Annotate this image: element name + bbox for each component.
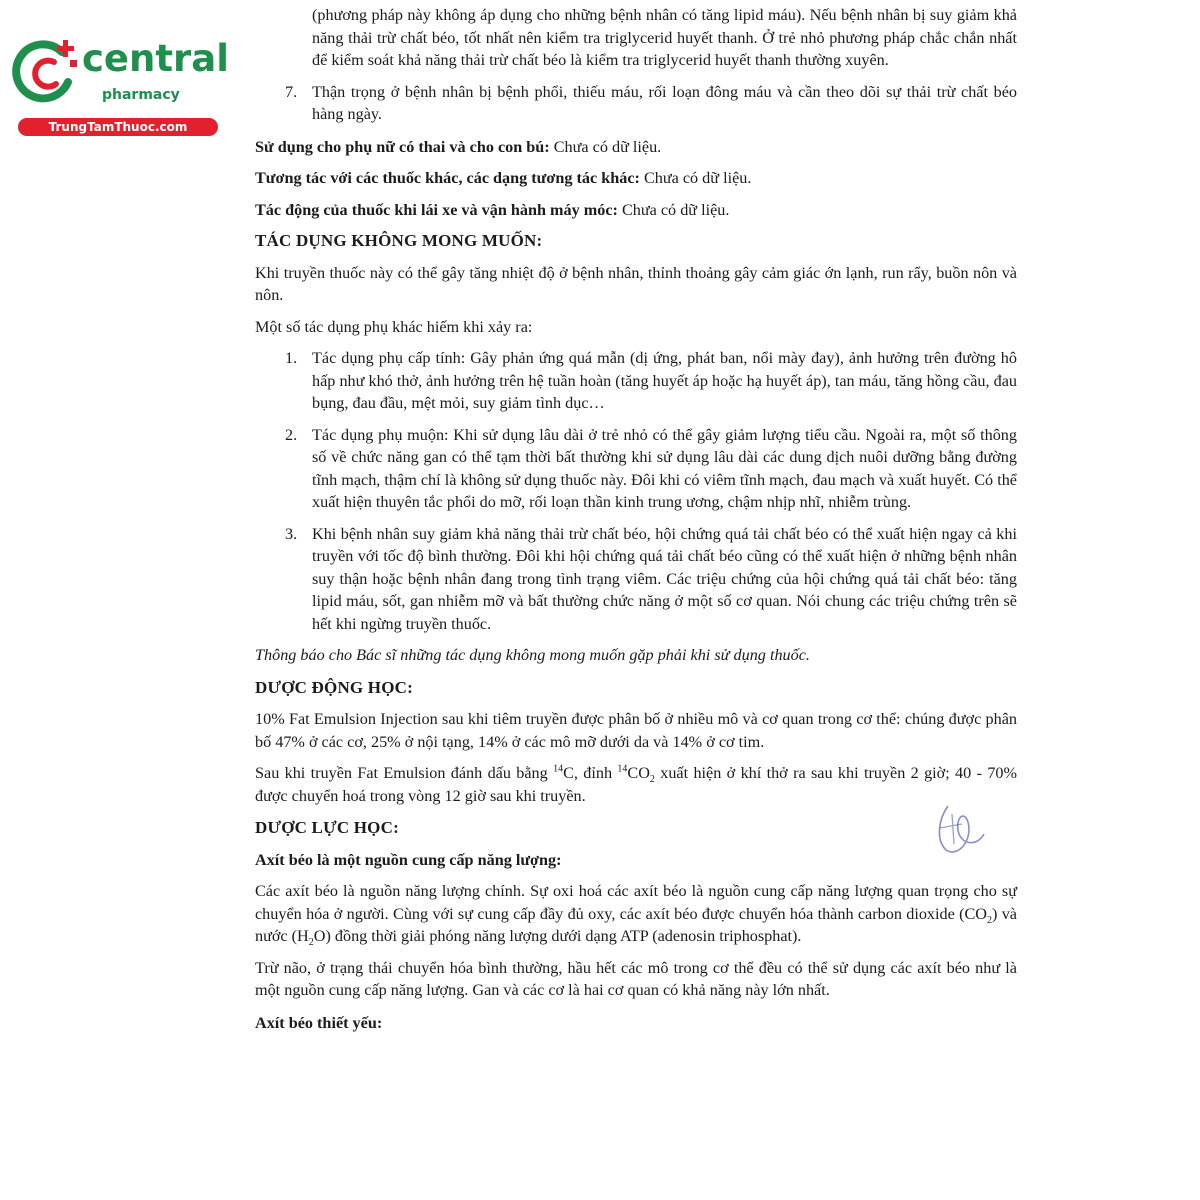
list-item-7 (255, 81, 1017, 126)
pregnancy-section (255, 136, 1017, 159)
logo-name: central (82, 37, 229, 80)
list-text: Tác dụng phụ muộn: Khi sử dụng lâu dài ở trẻ nhỏ có thể gây giảm lượng tiểu cầu. Ngoài ra, một số thông số về chức năng gan có thể tạm thời bất thường khi sử dụng lâu dài các dung dịch nuôi dưỡng bằng đường tĩnh mạch, thậm chí là không sử dụng thuốc này. Đôi khi có viêm tĩnh mạch, đau mạch và xuất huyết. Có thể xuất hiện thuyên tắc phổi do mỡ, rối loạn thần kinh trung ương, chậm nhịp nhĩ, nhiễm trùng. (312, 425, 1017, 511)
list-text: Thận trọng ở bệnh nhân bị bệnh phổi, thiếu máu, rối loạn đông máu và cần theo dõi sự thải trừ chất béo hàng ngày. (312, 82, 1017, 123)
adverse-heading: TÁC DỤNG KHÔNG MONG MUỐN: (255, 231, 543, 250)
continued-paragraph: (phương pháp này không áp dụng cho những bệnh nhân có tăng lipid máu). Nếu bệnh nhân bị suy giảm khả năng thải trừ chất béo, tốt nhất nên kiểm tra triglycerid huyết thanh. Ở trẻ nhỏ phương pháp chắc chắn nhất để kiểm soát khả năng thải trừ chất béo là kiểm tra triglycerid huyết thanh thường xuyên. (312, 6, 1017, 69)
list-item-2 (255, 424, 1017, 514)
pregnancy-text: Chưa có dữ liệu. (549, 137, 662, 156)
interactions-section (255, 167, 1017, 190)
list-number: 7. (285, 82, 298, 101)
text-run: ) và nước (H (255, 904, 1017, 945)
list-number: 3. (285, 524, 298, 543)
pharmacy-logo-icon (10, 38, 80, 108)
logo-subtitle: pharmacy (102, 87, 180, 103)
subscript: 2 (308, 937, 314, 949)
interactions-text: Chưa có dữ liệu. (639, 169, 752, 187)
pharmacodynamics-subheading-1: Axít béo là một nguồn cung cấp năng lượng: (255, 850, 562, 869)
pharmacodynamics-paragraph-2: Trừ não, ở trạng thái chuyển hóa bình thường, hầu hết các mô trong cơ thể đều có thể sử dụng các axít béo như là một nguồn cung cấp năng lượng. Gan và các cơ là hai cơ quan có khả năng này lớn nhất. (255, 958, 1017, 999)
pharmacodynamics-subheading-2: Axít béo thiết yếu: (255, 1013, 383, 1032)
list-item-1 (255, 347, 1017, 415)
text-run: Sau khi truyền Fat Emulsion đánh dấu bằng (255, 764, 554, 782)
pharmacodynamics-heading: DƯỢC LỰC HỌC: (255, 818, 399, 837)
superscript: 14 (553, 763, 564, 775)
subscript: 2 (987, 914, 992, 926)
driving-label: Tác động của thuốc khi lái xe và vận hành máy móc: (255, 200, 618, 219)
pharmacokinetics-heading: DƯỢC ĐỘNG HỌC: (255, 677, 413, 697)
text-run: xuất hiện ở khí thở ra sau khi truyền 2 giờ; 40 - 70% được chuyển hoá trong vòng 12 giờ sau khi truyền. (255, 764, 1017, 805)
list-item-3 (255, 523, 1017, 636)
text-run: CO (627, 764, 650, 782)
subscript: 2 (649, 774, 655, 786)
list-number: 2. (285, 425, 298, 444)
list-text: Khi bệnh nhân suy giảm khả năng thải trừ chất béo, hội chứng quá tải chất béo có thể xuất hiện ngay cả khi truyền với tốc độ bình thường. Đôi khi hội chứng quá tải chất béo cũng có thể xuất hiện ở những bệnh nhân suy thận hoặc bệnh nhân đang trong tình trạng viêm. Các triệu chứng của hội chứng quá tải chất béo: tăng lipid máu, sốt, gan nhiễm mỡ và bất thường chức năng ở một số cơ quan. Nói chung các triệu chứng trên sẽ hết khi ngừng truyền thuốc. (312, 524, 1017, 633)
list-number: 1. (285, 349, 298, 367)
signature-mark-icon (918, 800, 990, 860)
document-page (255, 4, 1017, 1043)
interactions-label: Tương tác với các thuốc khác, các dạng tương tác khác: (255, 169, 640, 187)
text-run: C, đỉnh (563, 764, 618, 782)
adverse-paragraph-1: Khi truyền thuốc này có thể gây tăng nhiệt độ ở bệnh nhân, thỉnh thoảng gây cảm giác ớn lạnh, run rẩy, buồn nôn và nôn. (255, 263, 1017, 304)
pharmacokinetics-paragraph-2 (255, 762, 1017, 807)
adverse-notice: Thông báo cho Bác sĩ những tác dụng không mong muốn gặp phải khi sử dụng thuốc. (255, 646, 810, 664)
logo-url: TrungTamThuoc.com (18, 118, 218, 136)
central-pharmacy-logo (10, 37, 229, 138)
text-run: Các axít béo là nguồn năng lượng chính. Sự oxi hoá các axít béo là nguồn cung cấp năng lượng quan trọng cho sự chuyển hóa ở người. Cùng với sự cung cấp đầy đủ oxy, các axít béo được chuyển hóa thành carbon dioxide (CO (255, 882, 1017, 923)
adverse-paragraph-2: Một số tác dụng phụ khác hiếm khi xảy ra: (255, 317, 533, 336)
pharmacokinetics-paragraph-1: 10% Fat Emulsion Injection sau khi tiêm truyền được phân bố ở nhiều mô và cơ quan trong cơ thể: chúng được phân bố 47% ở các cơ, 25% ở nội tạng, 14% ở các mô mỡ dưới da và 14% ở cơ tim. (255, 710, 1017, 751)
pharmacodynamics-paragraph-1 (255, 880, 1017, 948)
text-run: O) đồng thời giải phóng năng lượng dưới dạng ATP (adenosin triphosphat). (313, 927, 802, 945)
list-text: Tác dụng phụ cấp tính: Gây phản ứng quá mẫn (dị ứng, phát ban, nổi mày đay), ảnh hưởng trên đường hô hấp như khó thở, ảnh hưởng trên hệ tuần hoàn (tăng huyết áp hoặc hạ huyết áp), tan máu, tăng hồng cầu, đau bụng, đau đầu, mệt mỏi, suy giảm tình dục… (312, 349, 1017, 412)
pregnancy-label: Sử dụng cho phụ nữ có thai và cho con bú: (255, 137, 550, 156)
driving-section (255, 199, 1017, 222)
superscript: 14 (617, 763, 628, 775)
driving-text: Chưa có dữ liệu. (617, 200, 730, 219)
